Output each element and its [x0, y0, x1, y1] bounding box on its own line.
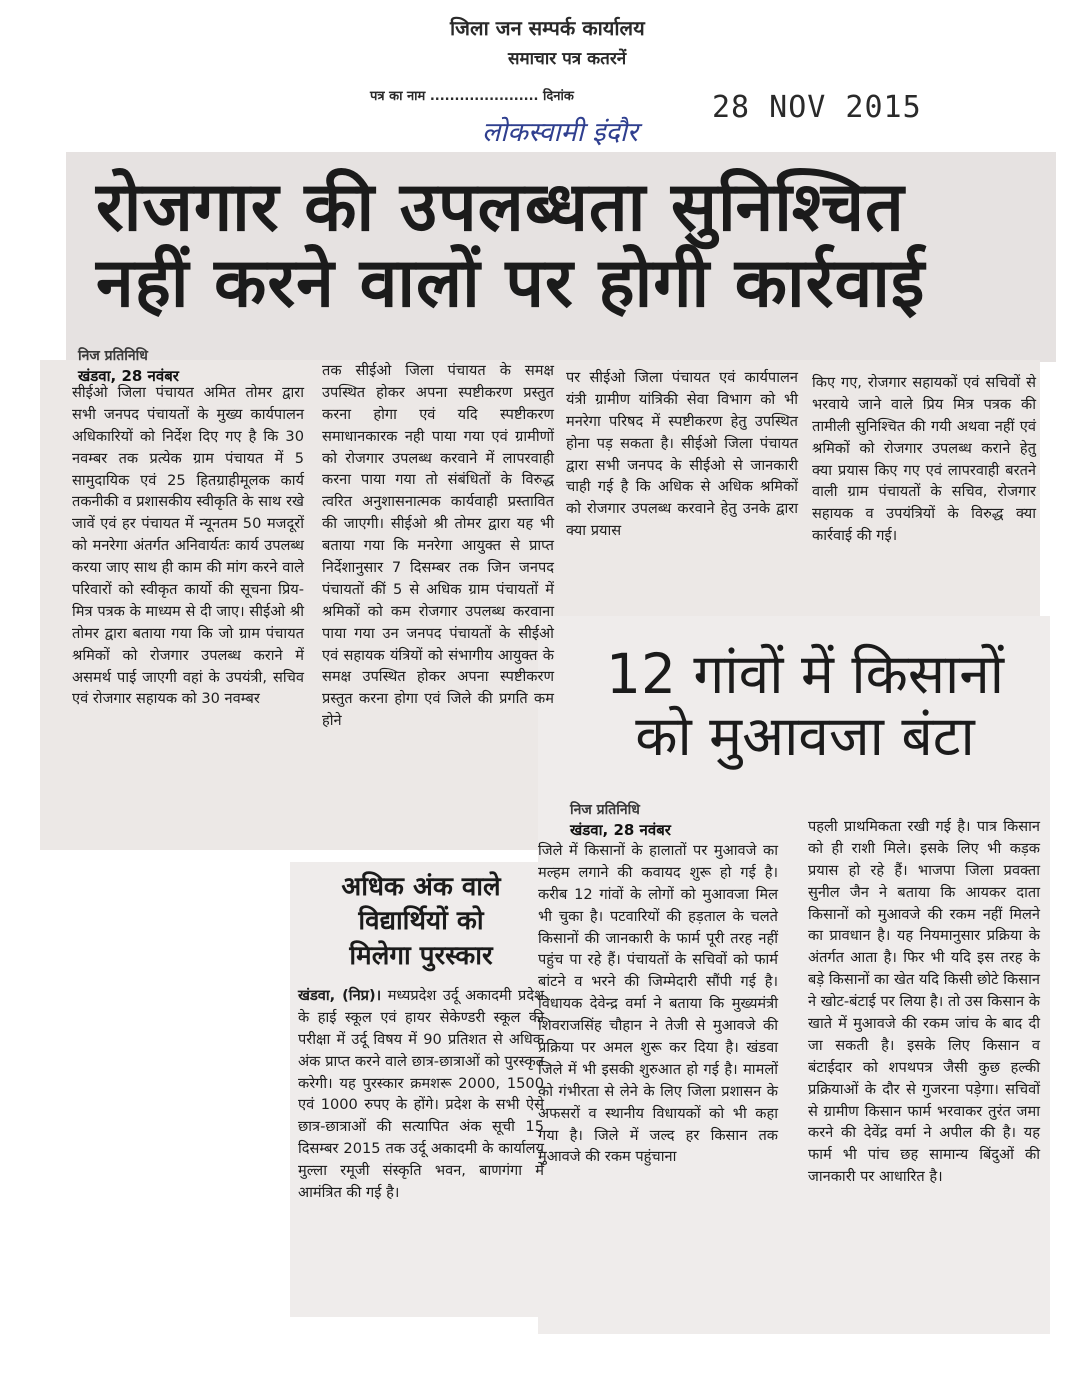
article1-dateline: खंडवा, 28 नवंबर: [78, 367, 179, 385]
article3-headline-line3: मिलेगा पुरस्कार: [349, 940, 493, 971]
stamp-desk-name: समाचार पत्र कतरनें: [508, 49, 627, 69]
article1-column-4: किए गए, रोजगार सहायकों एवं सचिवों से भरवाये जाने वाले प्रिय मित्र पत्रक की तामीली सुनिश्चित की गयी अथवा नहीं एवं श्रमिकों को रोजगार उपलब्ध कराने हेतु क्या प्रयास किए गए एवं लापरवाही बरतने वाली ग्राम पंचायतों के सचिव, रोजगार सहायक व उपयंत्रियों के विरुद्ध क्या कार्रवाई की गई।: [812, 374, 1036, 545]
stamp-paper-label: पत्र का नाम ...................... दिनांक: [370, 89, 574, 104]
article3-headline-line2: विद्यार्थियों को: [358, 906, 484, 937]
stamp-date: 28 NOV 2015: [712, 90, 922, 125]
article1-headline-line2: नहीं करने वालों पर होगी कार्रवाई: [96, 244, 926, 324]
article1-column-3: पर सीईओ जिला पंचायत एवं कार्यपालन यंत्री ग्रामीण यांत्रिकी सेवा विभाग को भी मनरेगा परिषद में स्पष्टीकरण हेतु उपस्थित होना पड़ सकता है। सीईओ जिला पंचायत द्वारा सभी जनपद के सीईओ से जानकारी चाही गई है कि अधिक से अधिक श्रमिकों को रोजगार उपलब्ध करवाने हेतु उनके द्वारा क्या प्रयास: [566, 369, 798, 540]
article1-column-2: तक सीईओ जिला पंचायत के समक्ष उपस्थित होकर अपना स्पष्टीकरण प्रस्तुत करना होगा एवं यदि स्पष्टीकरण समाधानकारक नही पाया गया एवं ग्रामीणों को रोजगार उपलब्ध करवाने में लापरवाही करना पाया गया तो संबंधितों के विरुद्ध त्वरित अनुशासनात्मक कार्यवाही प्रस्तावित की जाएगी। सीईओ श्री तोमर द्वारा यह भी बताया गया कि मनरेगा आयुक्त से प्राप्त निर्देशानुसार 7 दिसम्बर तक जिन जनपद पंचायतों कीं 5 से अधिक ग्राम पंचायतों में श्रमिकों को कम रोजगार उपलब्ध करवाना पाया गया उन जनपद पंचायतों के सीईओ एवं सहायक यंत्रियों को संभागीय आयुक्त के समक्ष उपस्थित होकर अपना स्पष्टीकरण प्रस्तुत करना होगा एवं जिले की प्रगति कम होने: [322, 362, 554, 730]
article1-column-1: सीईओ जिला पंचायत अमित तोमर द्वारा सभी जनपद पंचायतों के मुख्य कार्यपालन अधिकारियों को निर्देश दिए गए है कि 30 नवम्बर तक प्रत्येक ग्राम पंचायत में 5 सामुदायिक एवं 25 हितग्राहीमूलक कार्य तकनीकी व प्रशासकीय स्वीकृति के साथ रखे जावें एवं हर पंचायत में न्यूनतम 50 मजदूरों को मनरेगा अंतर्गत अनिवार्यतः कार्य उपलब्ध करया जाए साथ ही काम की मांग करने वाले परिवारों को स्वीकृत कार्यो की सूचना प्रिय-मित्र पत्रक के माध्यम से दी जाए। सीईओ श्री तोमर द्वारा बताया गया कि जो ग्राम पंचायत श्रमिकों को रोजगार उपलब्ध कराने में असमर्थ पाई जाएगी वहां के उपयंत्री, सचिव एवं रोजगार सहायक को 30 नवम्बर: [72, 384, 304, 708]
article2-headline: [570, 644, 1040, 767]
article2-column-1: जिले में किसानों के हालातों पर मुआवजे का मल्हम लगाने की कवायद शुरू हो गई है। करीब 12 गांवों के लोगों को मुआवजा मिल भी चुका है। पटवारियों की हड़ताल के चलते किसानों की जानकारी के फार्म पूरी तरह नहीं पहुंच पा रहे हैं। पंचायतों के सचिवों को फार्म बांटने व भरने की जिम्मेदारी सौंपी गई है। विधायक देवेन्द्र वर्मा ने बताया कि मुख्यमंत्री शिवराजसिंह चौहान ने तेजी से मुआवजे की प्रक्रिया पर अमल शुरू कर दिया है। खंडवा जिले में भी इसकी शुरुआत हो गई है। मामलों को गंभीरता से लेने के लिए जिला प्रशासन के अफसरों व स्थानीय विधायकों को भी कहा गया है। जिले में जल्द हर किसान तक मुआवजे की रकम पहुंचाना: [538, 842, 778, 1166]
article2-column-2: पहली प्राथमिकता रखी गई है। पात्र किसान को ही राशी मिले। इसके लिए भी कड़क प्रयास हो रहे हैं। भाजपा जिला प्रवक्ता सुनील जैन ने बताया कि आयकर दाता किसानों को मुआवजे की रकम नहीं मिलने का प्रावधान है। यह नियमानुसार प्रक्रिया के अंतर्गत आता है। फिर भी यदि इस तरह के बड़े किसानों का खेत यदि किसी छोटे किसान ने खोट-बंटाई पर लिया है। तो उस किसान के खाते में मुआवजे की रकम जांच के बाद दी जा सकती है। इसके लिए किसान व बंटाईदार को शपथपत्र जैसी कुछ हल्की प्रक्रियाओं के दौर से गुजरना पड़ेगा। सचिवों से ग्रामीण किसान फार्म भरवाकर तुरंत जमा करने की देवेंद्र वर्मा ने अपील की है। यह फार्म भी पांच छह सामान्य बिंदुओं की जानकारी पर आधारित है।: [808, 818, 1040, 1186]
article2-dateline: खंडवा, 28 नवंबर: [570, 821, 671, 839]
article3-headline-line1: अधिक अंक वाले: [341, 872, 501, 902]
stamp-handwritten-paper-name: लोकस्वामी इंदौर: [482, 117, 638, 148]
article3-body-text: मध्यप्रदेश उर्दू अकादमी प्रदेश के हाई स्कूल एवं हायर सेकेण्डरी स्कूल की परीक्षा में उर्दू विषय में 90 प्रतिशत से अधिक अंक प्राप्त करने वाले छात्र-छात्राओं को पुरस्कृत करेगी। यह पुरस्कार क्रमशरू 2000, 1500 एवं 1000 रुपए के होंगे। प्रदेश के सभी ऐसे छात्र-छात्राओं की सत्यापित अंक सूची 15 दिसम्बर 2015 तक उर्दू अकादमी के कार्यालय मुल्ला रमूजी संस्कृति भवन, बाणगंगा में आमंत्रित की गई है।: [298, 987, 544, 1202]
article1-headline: [96, 170, 1051, 322]
article3-body: [298, 985, 544, 1204]
article2-headline-line2: को मुआवजा बंटा: [635, 703, 975, 768]
article1-byline: निज प्रतिनिधि: [78, 348, 148, 364]
article2-byline: निज प्रतिनिधि: [570, 802, 640, 818]
article2-headline-line1: 12 गांवों में किसानों: [605, 642, 1005, 706]
article3-dateline: खंडवा, (निप्र)।: [298, 987, 382, 1004]
stamp-office-name: जिला जन सम्पर्क कार्यालय: [450, 16, 645, 40]
article3-headline: [296, 870, 546, 973]
article1-headline-line1: रोजगार की उपलब्धता सुनिश्चित: [96, 168, 905, 247]
